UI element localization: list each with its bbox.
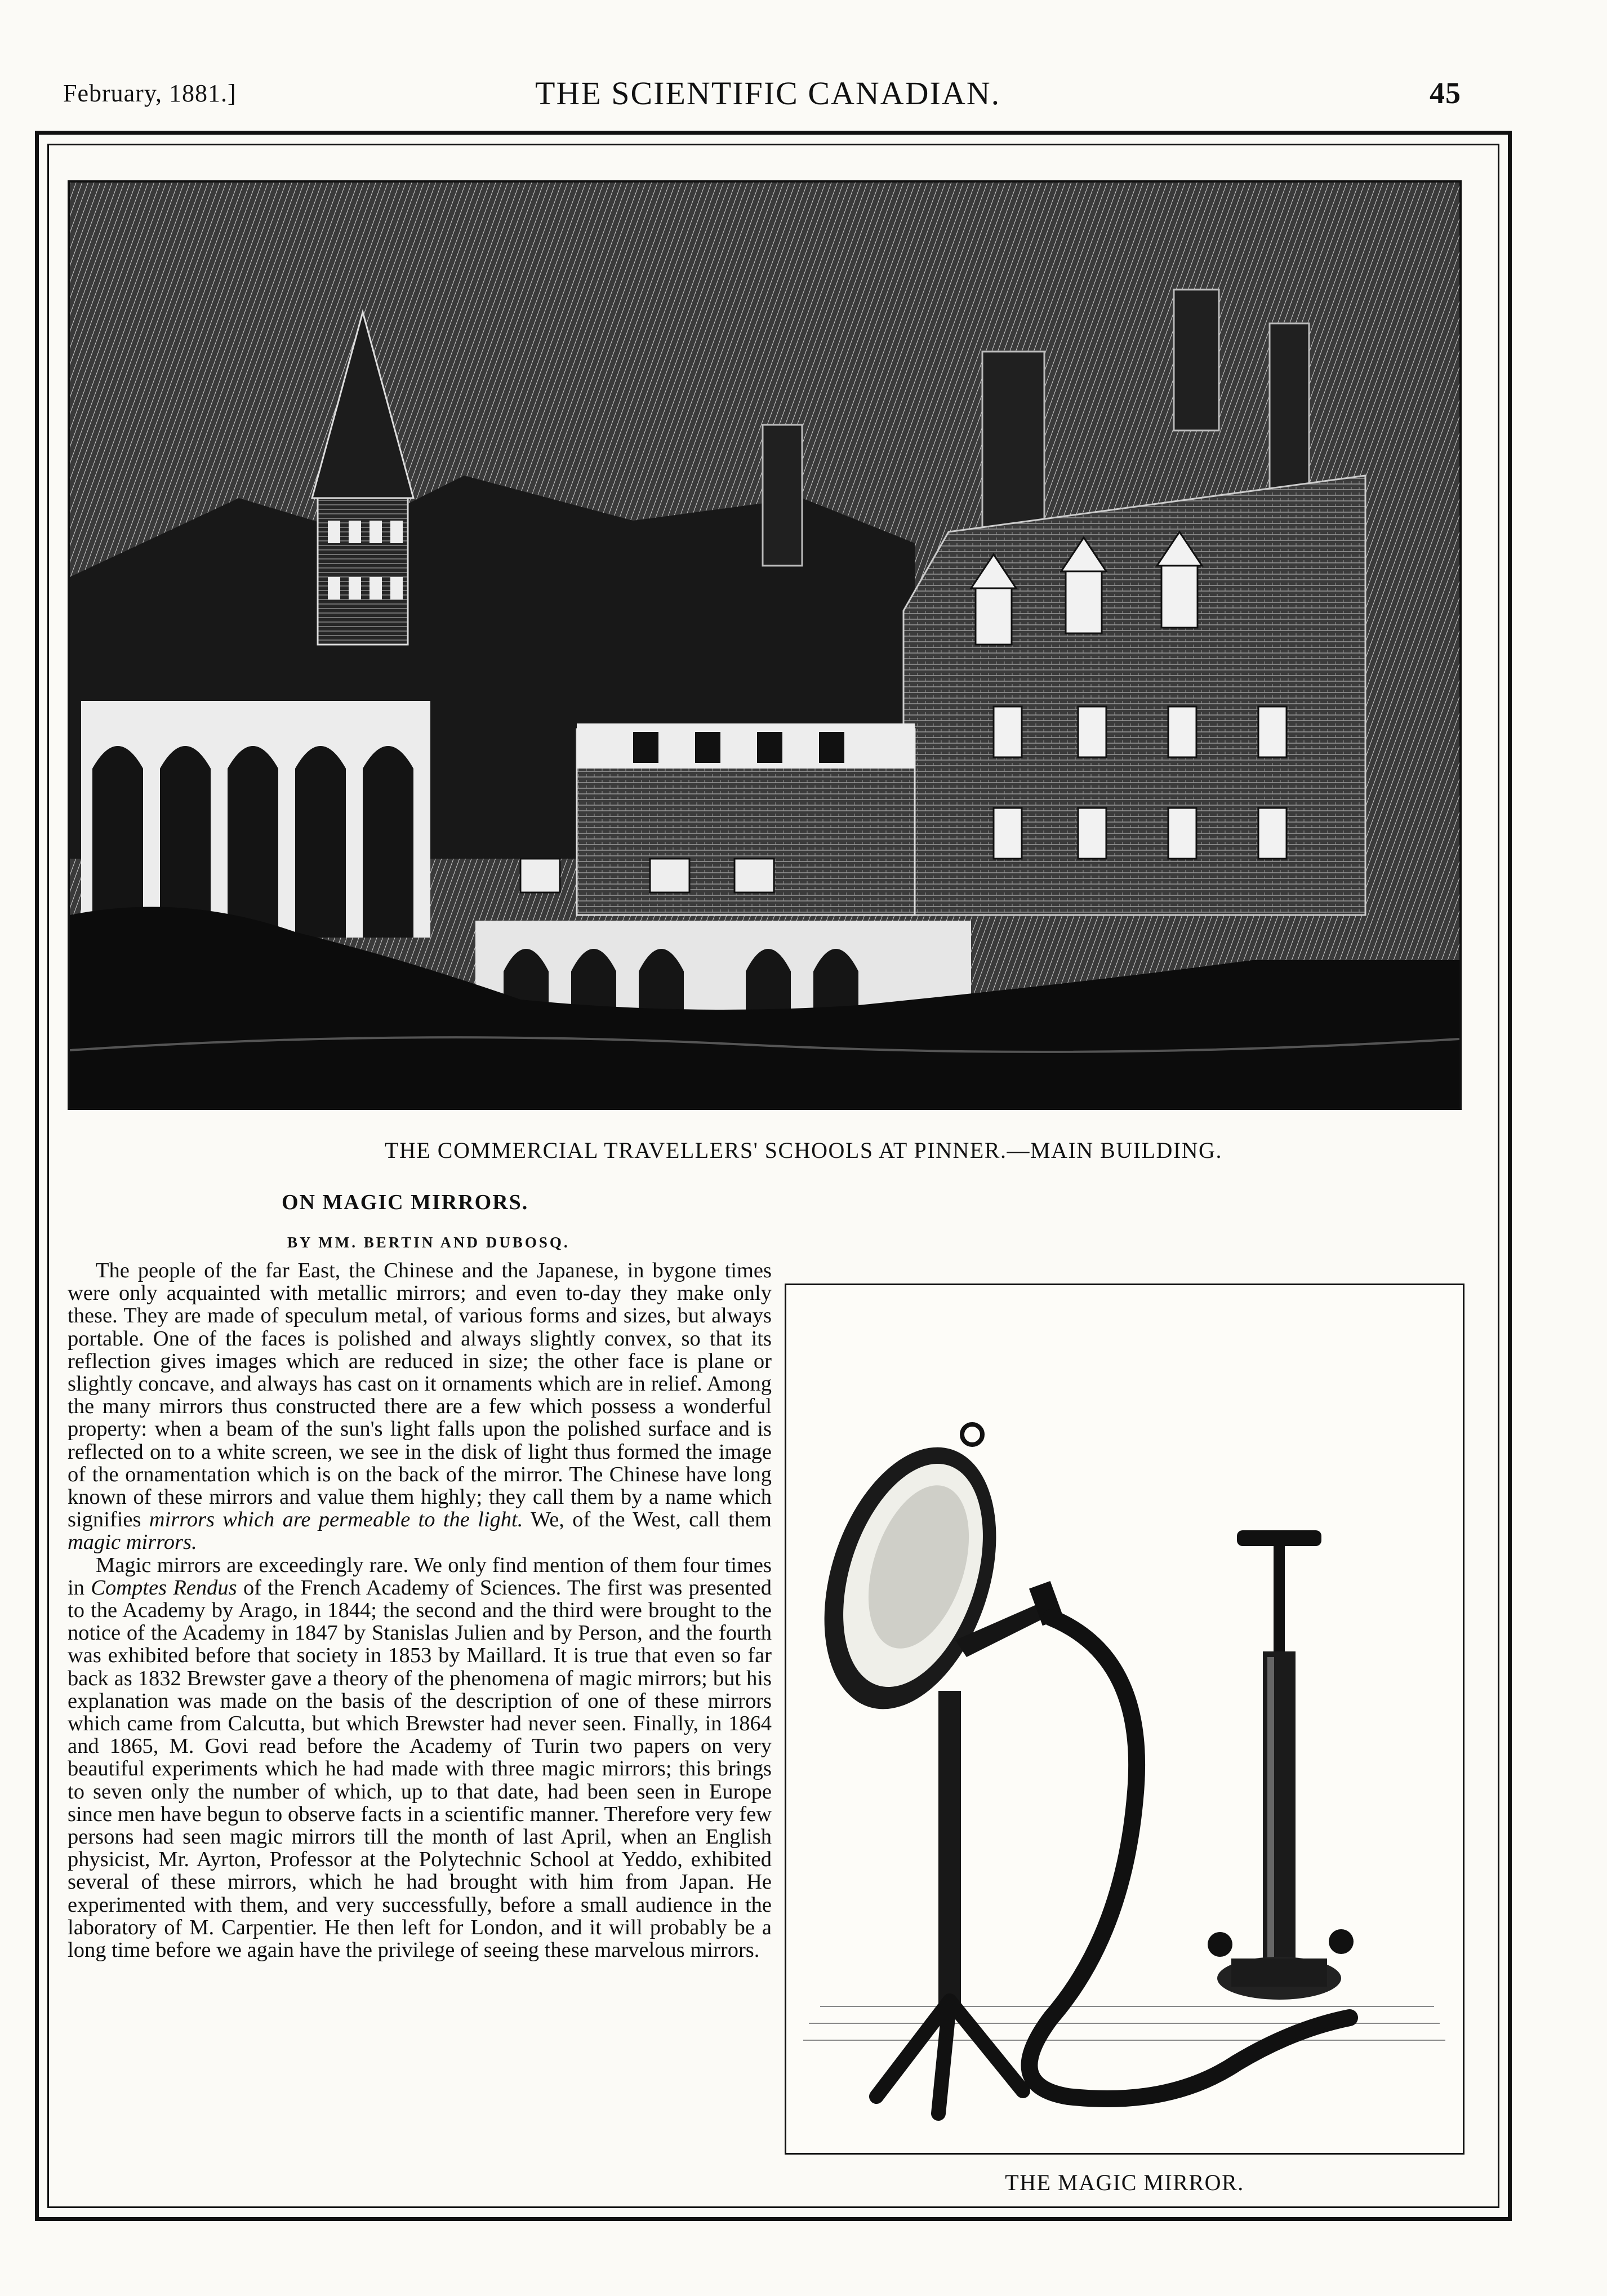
paragraph-text: The people of the far East, the Chinese and the Japanese, in bygone times were only acquainted with metallic mirrors; and even to-day they make only these. They are made of speculum metal, of various forms and sizes, but always portable. One of the faces is polished and always slightly convex, so that its reflection gives images which are reduced in size; the other face is plane or slightly concave, and always has cast on it ornaments which are in relief. Among the many mirrors thus constructed there are a few which possess a wonderful property: when a beam of the sun's light falls upon the polished surface and is reflected on to a white screen, we see in the disk of light thus formed the image of the ornamentation which is on the back of the mirror. The Chinese have long known of these mirrors and value them highly; they call them by a name which signifies [68,1259,772,1532]
italic-phrase: magic mirrors. [68,1530,197,1555]
paragraph-text: Magic mirrors are exceedingly rare. We only find mention of them four times in [68,1553,772,1600]
article-body [68,1259,772,1961]
journal-title: THE SCIENTIFIC CANADIAN. [535,75,1001,112]
building-figure-caption: THE COMMERCIAL TRAVELLERS' SCHOOLS AT PINNER.—MAIN BUILDING. [385,1138,1222,1163]
magic-mirror-figure [785,1284,1464,2155]
mirror-figure-caption: THE MAGIC MIRROR. [1005,2170,1244,2195]
paragraph-text: We, of the West, call them [530,1508,772,1532]
article-paragraph [68,1259,772,1554]
page-number: 45 [1430,76,1461,110]
italic-phrase: Comptes Rendus [91,1575,237,1600]
article-paragraph [68,1554,772,1962]
school-building-illustration [70,183,1459,1108]
paragraph-text: of the French Academy of Sciences. The first was presented to the Academy by Arago, in 1844; the second and the third were brought to the notice of the Academy in 1847 by Stanislas Julien and by Person, and the fourth was exhibited before that society in 1853 by Maillard. It is true that even so far back as 1832 Brewster gave a theory of the phenomena of magic mirrors; but his explanation was made on the basis of the description of one of these mirrors which came from Calcutta, but which Brewster had never seen. Finally, in 1864 and 1865, M. Govi read before the Academy of Turin two papers on very beautiful experiments which he had made with three magic mirrors; this brings to seven only the number of which, up to that date, had been seen in Europe since men have begun to observe facts in a scientific manner. Therefore very few persons had seen magic mirrors till the month of last April, when an English physicist, Mr. Ayrton, Professor at the Polytechnic School at Yeddo, exhibited several of these mirrors, which he had brought with him from Japan. He experimented with them, and very successfully, before a small audience in the laboratory of M. Carpentier. He then left for London, and it will probably be a long time before we again have the privilege of seeing these marvelous mirrors. [68,1575,772,1962]
article-byline: BY MM. BERTIN AND DUBOSQ. [287,1234,570,1251]
header-date: February, 1881.] [63,79,237,107]
italic-phrase: mirrors which are permeable to the light. [149,1508,523,1532]
article-title: ON MAGIC MIRRORS. [282,1191,529,1214]
school-building-engraving [68,180,1462,1110]
magic-mirror-illustration [786,1285,1463,2153]
